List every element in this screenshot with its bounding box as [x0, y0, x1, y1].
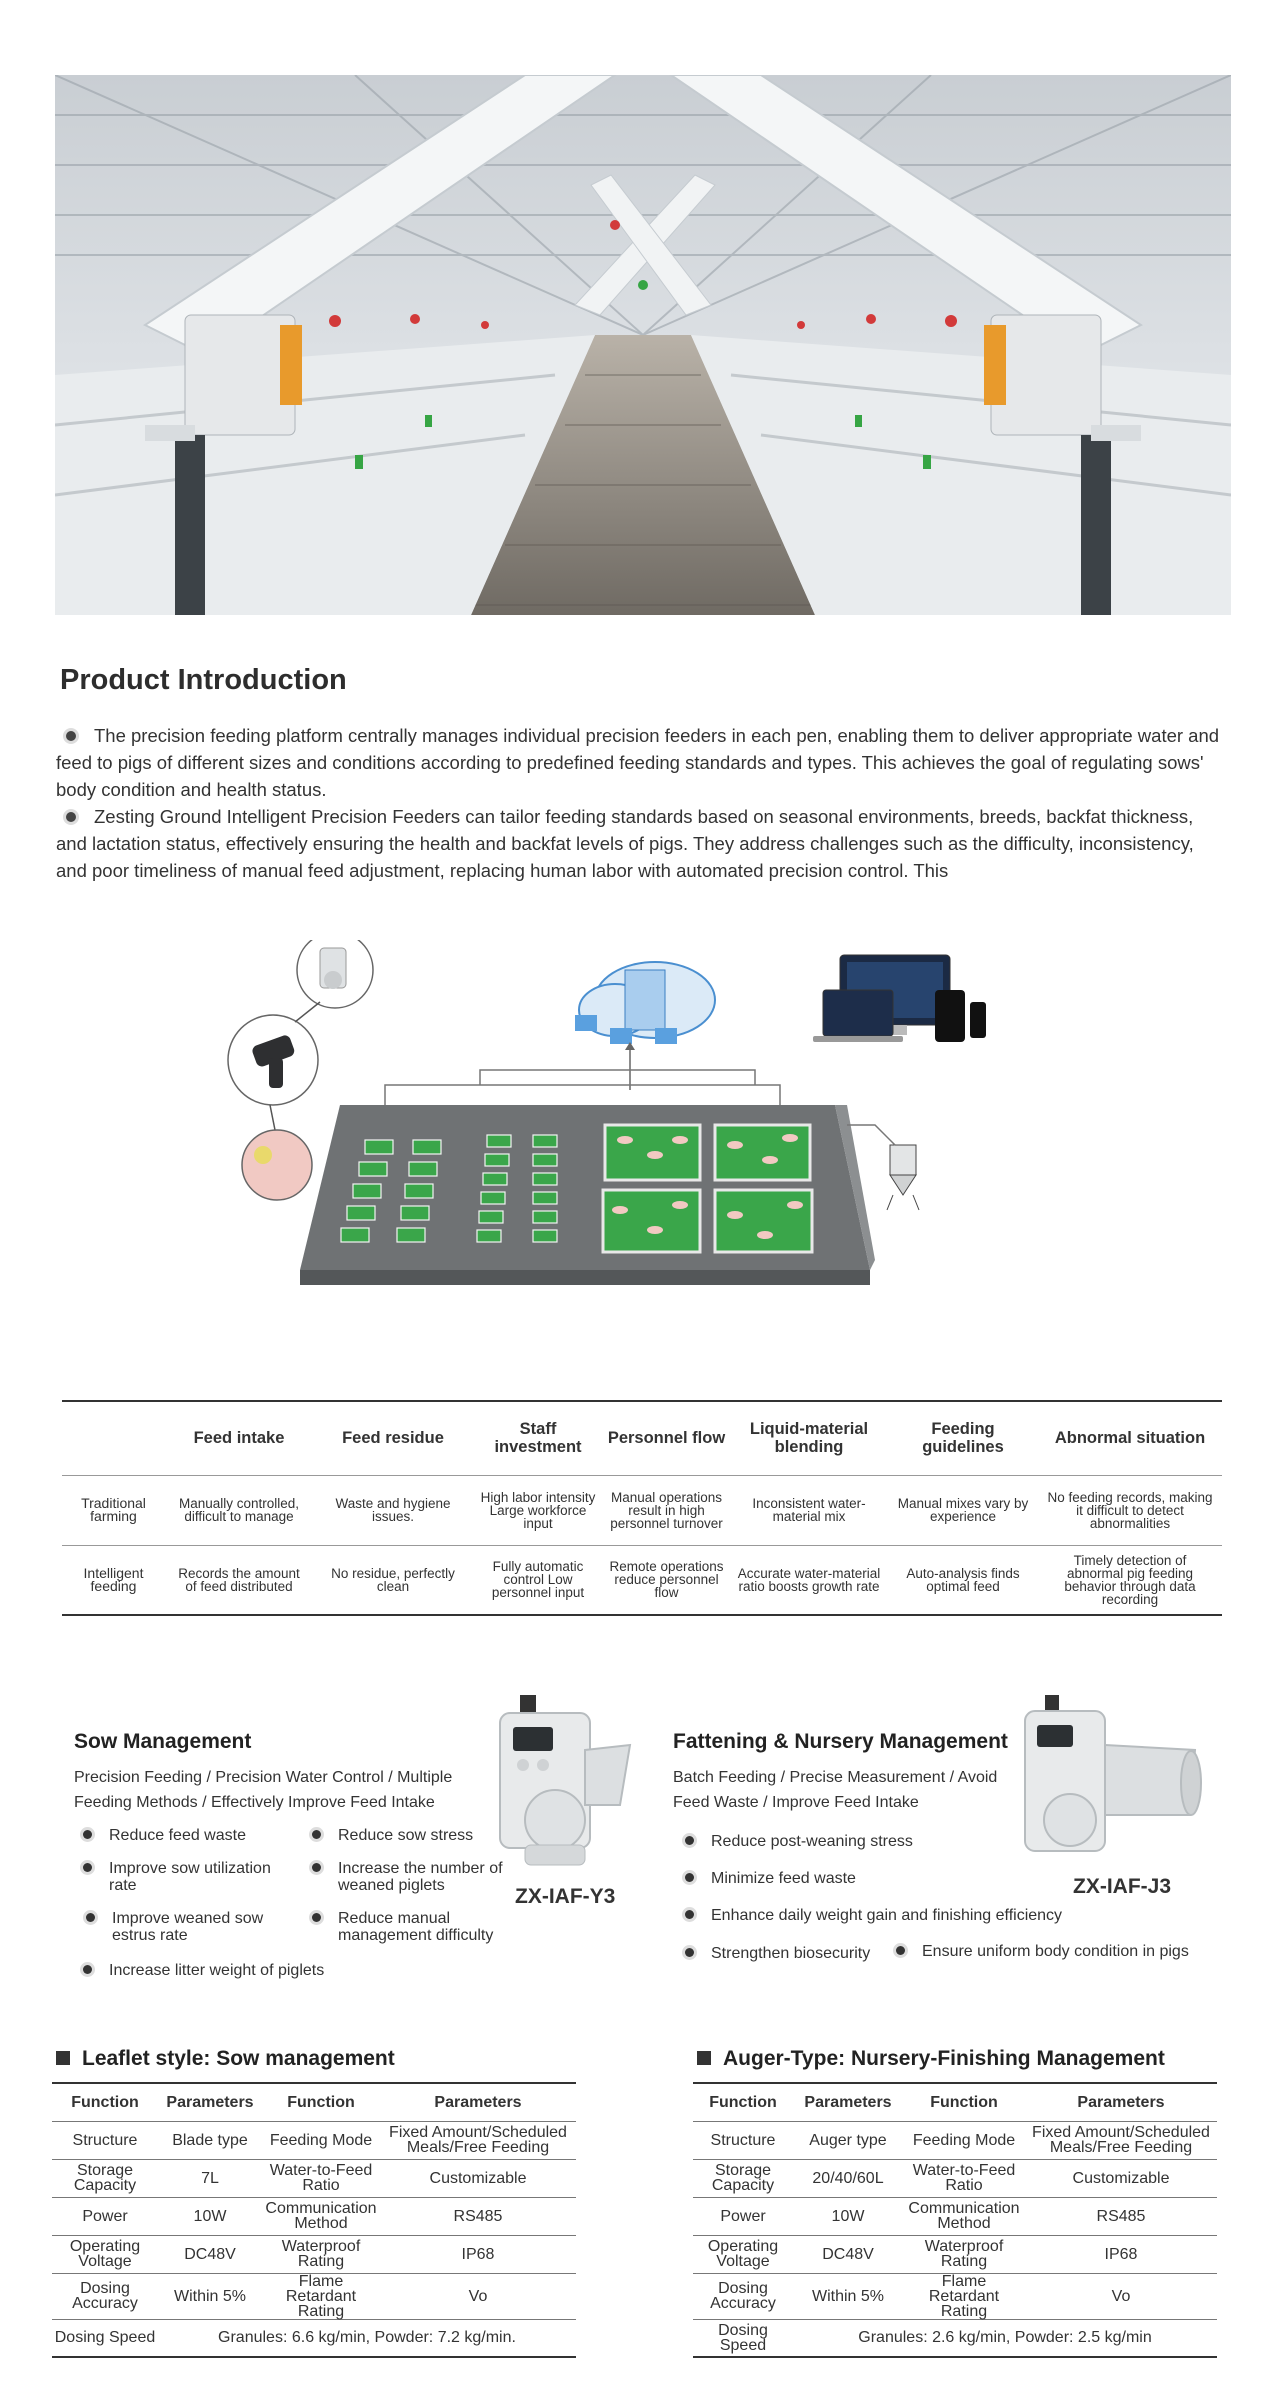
pig-ear-bubble-icon — [242, 1130, 312, 1200]
table-cell: Structure — [52, 2121, 158, 2159]
sow-item: Improve sow utilization rate — [109, 1860, 299, 1894]
comparison-header: Staff investment — [494, 1420, 582, 1457]
scanner-bubble-icon — [228, 1015, 318, 1105]
table-cell: Storage Capacity — [693, 2159, 793, 2197]
comparison-header — [62, 1401, 165, 1475]
comparison-header: Feed intake — [193, 1429, 285, 1448]
fattening-item: Ensure uniform body condition in pigs — [922, 1943, 1212, 1960]
fattening-item: Enhance daily weight gain and finishing efficiency — [711, 1907, 1151, 1924]
fattening-item: Strengthen biosecurity — [711, 1945, 901, 1962]
cloud-icon — [575, 962, 715, 1044]
table-cell: Within 5% — [158, 2273, 262, 2319]
model-y3-label: ZX-IAF-Y3 — [515, 1885, 616, 1908]
comparison-table — [62, 1400, 1222, 1616]
comparison-row-traditional — [62, 1475, 1222, 1545]
table-cell: Customizable — [1025, 2159, 1217, 2197]
barn-illustration — [55, 75, 1231, 615]
table-cell: Communication Method — [262, 2197, 380, 2235]
table-cell: No feeding records, making it difficult to detect abnormalities — [1038, 1475, 1222, 1545]
sow-subtitle: Precision Feeding / Precision Water Control / Multiple Feeding Methods / Effectively Improve Feed Intake — [74, 1769, 453, 1811]
sow-item: Increase the number of weaned piglets — [338, 1860, 508, 1894]
bullet-icon — [66, 731, 76, 741]
table-cell: Dosing Speed — [693, 2319, 793, 2357]
table-cell: 7L — [158, 2159, 262, 2197]
spec-left-table — [52, 2082, 576, 2358]
square-bullet-icon — [56, 2051, 70, 2065]
table-cell: Vo — [380, 2273, 576, 2319]
table-cell: RS485 — [380, 2197, 576, 2235]
system-diagram — [215, 940, 1015, 1340]
table-cell: Operating Voltage — [693, 2235, 793, 2273]
spec-header: Function — [71, 2093, 139, 2111]
table-cell: High labor intensity Large workforce input — [473, 1475, 603, 1545]
table-cell: Flame Retardant Rating — [903, 2273, 1025, 2319]
silo-icon — [887, 1145, 919, 1210]
table-cell: Inconsistent water-material mix — [730, 1475, 888, 1545]
table-cell: Granules: 6.6 kg/min, Powder: 7.2 kg/min. — [158, 2319, 576, 2357]
table-cell: Fixed Amount/Scheduled Meals/Free Feeding — [1025, 2121, 1217, 2159]
table-cell: Communication Method — [903, 2197, 1025, 2235]
table-cell: IP68 — [380, 2235, 576, 2273]
spec-header: Parameters — [434, 2093, 522, 2111]
table-cell: Feeding Mode — [903, 2121, 1025, 2159]
table-cell: Timely detection of abnormal pig feeding behavior through data recording — [1064, 1552, 1196, 1607]
table-row — [52, 2121, 576, 2159]
table-cell: No residue, perfectly clean — [331, 1565, 455, 1594]
table-cell: RS485 — [1025, 2197, 1217, 2235]
sow-item: Reduce manual management difficulty — [338, 1910, 518, 1944]
table-cell: Feeding Mode — [262, 2121, 380, 2159]
table-cell: Accurate water-material ratio boosts growth rate — [737, 1565, 881, 1594]
table-cell: Dosing Accuracy — [693, 2273, 793, 2319]
table-cell: Remote operations reduce personnel flow — [609, 1559, 724, 1601]
table-cell: Dosing Speed — [52, 2319, 158, 2357]
table-cell: Manually controlled, difficult to manage — [165, 1475, 313, 1545]
fattening-title: Fattening & Nursery Management — [673, 1730, 1008, 1753]
sow-item: Increase litter weight of piglets — [109, 1962, 369, 1979]
table-cell: Operating Voltage — [52, 2235, 158, 2273]
intro-title: Product Introduction — [60, 664, 347, 696]
table-cell: Waterproof Rating — [262, 2235, 380, 2273]
table-cell: Fully automatic control Low personnel input — [491, 1559, 585, 1601]
table-cell: Manual operations result in high personnel turnover — [603, 1475, 730, 1545]
table-cell: 10W — [793, 2197, 903, 2235]
table-cell: Blade type — [158, 2121, 262, 2159]
fattening-item: Reduce post-weaning stress — [711, 1833, 1011, 1850]
table-row — [693, 2197, 1217, 2235]
fattening-subtitle: Batch Feeding / Precise Measurement / Avoid Feed Waste / Improve Feed Intake — [673, 1769, 998, 1811]
comparison-header-row — [62, 1401, 1222, 1475]
table-cell: Manual mixes vary by experience — [888, 1475, 1038, 1545]
bullet-icon — [66, 812, 76, 822]
table-cell: Intelligent feeding — [83, 1564, 144, 1594]
table-cell: Power — [693, 2197, 793, 2235]
spec-right-table — [693, 2082, 1217, 2358]
spec-header: Parameters — [1077, 2093, 1165, 2111]
comparison-header: Feed residue — [342, 1429, 444, 1448]
table-cell: Dosing Accuracy — [52, 2273, 158, 2319]
table-row — [693, 2273, 1217, 2319]
table-cell: Structure — [693, 2121, 793, 2159]
comparison-header: Personnel flow — [607, 1429, 726, 1448]
feeder-j3-icon — [1015, 1695, 1205, 1870]
table-row — [693, 2121, 1217, 2159]
comparison-header: Liquid-material blending — [749, 1420, 869, 1457]
table-row — [52, 2235, 576, 2273]
table-cell: DC48V — [158, 2235, 262, 2273]
table-row — [693, 2159, 1217, 2197]
spec-header: Function — [287, 2093, 355, 2111]
spec-header: Parameters — [804, 2093, 892, 2111]
intro-body — [56, 722, 1220, 884]
hero-barn-photo — [55, 75, 1231, 615]
table-cell: Fixed Amount/Scheduled Meals/Free Feeding — [380, 2121, 576, 2159]
table-cell: Vo — [1025, 2273, 1217, 2319]
spec-header: Parameters — [166, 2093, 254, 2111]
model-j3-label: ZX-IAF-J3 — [1073, 1875, 1172, 1898]
table-cell: Granules: 2.6 kg/min, Powder: 2.5 kg/min — [793, 2319, 1217, 2357]
table-cell: DC48V — [793, 2235, 903, 2273]
table-cell: Waterproof Rating — [903, 2235, 1025, 2273]
spec-header-row — [52, 2083, 576, 2121]
sow-title: Sow Management — [74, 1730, 252, 1753]
table-cell: Customizable — [380, 2159, 576, 2197]
table-cell: IP68 — [1025, 2235, 1217, 2273]
spec-right-title: Auger-Type: Nursery-Finishing Management — [697, 2047, 1165, 2071]
table-cell: Water-to-Feed Ratio — [262, 2159, 380, 2197]
fattening-item: Minimize feed waste — [711, 1870, 1011, 1887]
feeder-y3-icon — [485, 1695, 635, 1875]
table-row — [52, 2273, 576, 2319]
spec-header: Function — [930, 2093, 998, 2111]
intro-paragraph-1: The precision feeding platform centrally manages individual precision feeders in each pen, enabling them to deliver appropriate water and feed to pigs of different sizes and conditions according to predefined feeding standards and types. This achieves the goal of regulating sows' body condition and health status. — [56, 725, 1220, 800]
table-cell: Auger type — [793, 2121, 903, 2159]
table-row — [52, 2159, 576, 2197]
table-cell: Traditional farming — [62, 1475, 165, 1545]
devices-icon — [813, 955, 986, 1042]
table-cell: Storage Capacity — [52, 2159, 158, 2197]
table-cell: Flame Retardant Rating — [262, 2273, 380, 2319]
table-cell: 20/40/60L — [793, 2159, 903, 2197]
comparison-header: Abnormal situation — [1054, 1429, 1206, 1448]
feeder-bubble-icon — [297, 940, 373, 1008]
spec-header-row — [693, 2083, 1217, 2121]
spec-left-title: Leaflet style: Sow management — [56, 2047, 395, 2071]
table-cell: 10W — [158, 2197, 262, 2235]
intro-paragraph-2: Zesting Ground Intelligent Precision Feeders can tailor feeding standards based on seasonal environments, breeds, backfat thickness, and lactation status, effectively ensuring the health and backfat levels of pigs. They address challenges such as the difficulty, inconsistency, and poor timeliness of manual feed adjustment, replacing human labor with automated precision control. This — [56, 806, 1194, 881]
square-bullet-icon — [697, 2051, 711, 2065]
system-diagram-illustration — [215, 940, 1015, 1340]
comparison-header: Feeding guidelines — [922, 1420, 1004, 1457]
sow-item: Reduce feed waste — [109, 1827, 299, 1844]
table-cell: Waste and hygiene issues. — [313, 1475, 473, 1545]
table-cell: Auto-analysis finds optimal feed — [906, 1565, 1020, 1594]
table-row — [693, 2319, 1217, 2357]
table-row — [52, 2197, 576, 2235]
table-row — [693, 2235, 1217, 2273]
table-cell: Power — [52, 2197, 158, 2235]
table-row — [52, 2319, 576, 2357]
spec-header: Function — [709, 2093, 777, 2111]
sow-item: Improve weaned sow estrus rate — [112, 1910, 302, 1944]
table-cell: Water-to-Feed Ratio — [903, 2159, 1025, 2197]
table-cell: Within 5% — [793, 2273, 903, 2319]
table-cell: Records the amount of feed distributed — [178, 1565, 300, 1594]
sow-item: Reduce sow stress — [338, 1827, 508, 1844]
comparison-row-intelligent — [62, 1545, 1222, 1615]
